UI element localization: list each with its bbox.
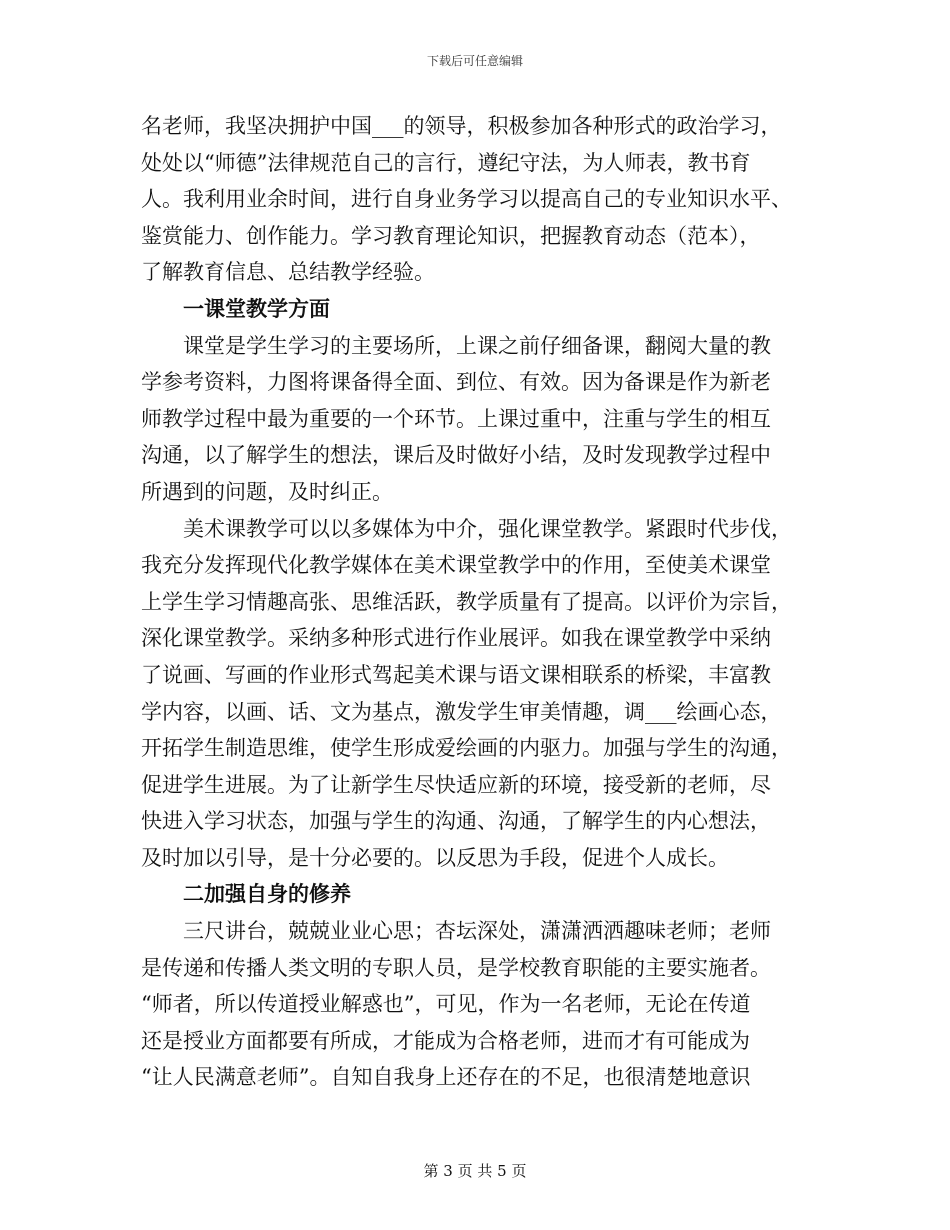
paragraph-line: 我充分发挥现代化教学媒体在美术课堂教学中的作用，至使美术课堂 — [141, 553, 771, 578]
paragraph-line: 促进学生进展。为了让新学生尽快适应新的环境，接受新的老师，尽 — [141, 772, 771, 797]
section-heading: 二加强自身的修养 — [183, 881, 351, 907]
paragraph-line: 学内容，以画、话、文为基点，激发学生审美情趣，调___绘画心态， — [141, 699, 782, 724]
paragraph-line: 上学生学习情趣高张、思维活跃，教学质量有了提高。以评价为宗旨， — [141, 589, 792, 614]
page-number: 第 3 页 共 5 页 — [423, 1162, 527, 1180]
paragraph-first-line: 美术课教学可以以多媒体为中介，强化课堂教学。紧跟时代步伐， — [183, 516, 792, 541]
page-header: 下载后可任意编辑 — [426, 54, 523, 68]
paragraph-first-line: 三尺讲台，兢兢业业心思；杏坛深处，潇潇洒洒趣味老师；老师 — [183, 919, 771, 944]
paragraph-line: 名老师，我坚决拥护中国___的领导，积极参加各种形式的政治学习， — [141, 114, 782, 138]
paragraph-first-line: 课堂是学生学习的主要场所，上课之前仔细备课，翻阅大量的教 — [183, 333, 771, 358]
paragraph-line: 处处以“师德”法律规范自己的言行，遵纪守法，为人师表，教书育 — [141, 150, 751, 175]
paragraph-line: 还是授业方面都要有所成，才能成为合格老师，进而才有可能成为 — [141, 1028, 750, 1053]
paragraph-line: 深化课堂教学。采纳多种形式进行作业展评。如我在课堂教学中采纳 — [141, 626, 771, 651]
paragraph-line: “师者，所以传道授业解惑也”，可见，作为一名老师，无论在传道 — [141, 992, 751, 1017]
paragraph-line: 了解教育信息、总结教学经验。 — [141, 260, 435, 285]
paragraph-line: 是传递和传播人类文明的专职人员，是学校教育职能的主要实施者。 — [141, 955, 771, 980]
paragraph-line: 开拓学生制造思维，使学生形成爱绘画的内驱力。加强与学生的沟通， — [141, 736, 792, 761]
paragraph-line: 了说画、写画的作业形式驾起美术课与语文课相联系的桥梁，丰富教 — [141, 662, 771, 687]
paragraph-line: 快进入学习状态，加强与学生的沟通、沟通，了解学生的内心想法， — [141, 809, 771, 834]
paragraph-line: 沟通，以了解学生的想法，课后及时做好小结，及时发现教学过程中 — [141, 443, 771, 468]
paragraph-line: 学参考资料，力图将课备得全面、到位、有效。因为备课是作为新老 — [141, 370, 771, 395]
paragraph-line: 所遇到的问题，及时纠正。 — [141, 479, 393, 504]
paragraph-line: 及时加以引导，是十分必要的。以反思为手段，促进个人成长。 — [141, 845, 729, 870]
section-heading: 一课堂教学方面 — [183, 295, 330, 321]
paragraph-line: 鉴赏能力、创作能力。学习教育理论知识，把握教育动态（范本）， — [141, 223, 761, 248]
paragraph-line: “让人民满意老师”。自知自我身上还存在的不足，也很清楚地意识 — [141, 1065, 751, 1090]
document-body — [141, 108, 809, 1096]
paragraph-line: 人。我利用业余时间，进行自身业务学习以提高自己的专业知识水平、 — [141, 187, 792, 212]
paragraph-line: 师教学过程中最为重要的一个环节。上课过重中，注重与学生的相互 — [141, 406, 771, 431]
